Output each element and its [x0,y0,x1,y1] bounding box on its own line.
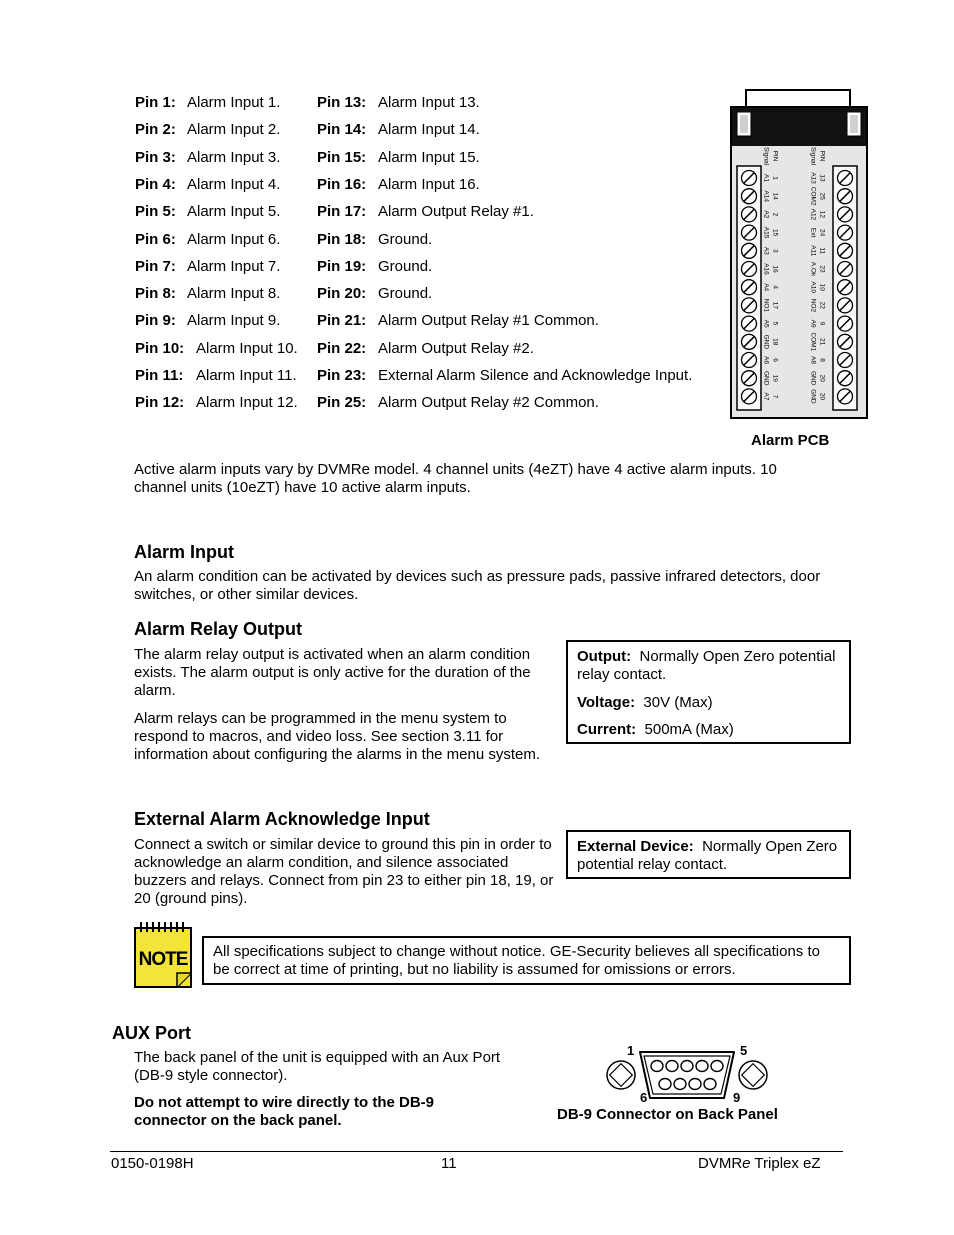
db9-caption: DB-9 Connector on Back Panel [557,1106,778,1123]
pin-row [135,367,297,385]
footer-product [698,1155,821,1172]
pin-label: Pin 3: [135,148,176,166]
spec-current [577,721,840,739]
pin-label: Pin 5: [135,203,176,221]
pcb-left-pin-number: 15 [771,228,779,237]
note-box [202,936,851,985]
spec-current-value: 500mA (Max) [644,721,734,738]
alarm-pcb-caption: Alarm PCB [751,432,830,449]
pin-label: Pin 15: [317,148,367,166]
pcb-left-pin-number: 18 [771,338,779,346]
pcb-right-signal-header: Signal [809,146,817,166]
pin-description: Alarm Input 4. [187,175,281,193]
ext-ack-text: Connect a switch or similar device to ground this pin in order to acknowledge an alarm condition, and silence associated buzzers and relays. Connect from pin 23 to either pin 18, 19, or 20 (ground pins). [134,836,554,907]
pin-description: Alarm Input 3. [187,148,281,166]
pin-row [317,148,480,167]
pin-label: Pin 18: [317,230,367,248]
db9-pin [674,1079,686,1090]
pcb-right-signal: NO2 [809,298,817,313]
pin-row [317,339,534,358]
db9-pin [696,1061,708,1072]
db9-pin-5-label: 5 [740,1043,748,1058]
pcb-left-pin-number: 1 [771,176,779,180]
pin-label: Pin 6: [135,230,176,248]
pcb-right-pin-number: 8 [818,358,826,362]
pcb-left-signal: A4 [762,283,770,292]
pcb-right-pin-number: 9 [818,321,826,326]
pcb-right-pin-number: 25 [818,192,826,200]
pin-label: Pin 20: [317,285,367,303]
pcb-right-pin-number: 13 [818,174,826,182]
pin-description: Alarm Input 14. [378,121,480,139]
pin-label: Pin 1: [135,94,176,111]
pin-row [317,257,433,276]
pcb-right-pin-number: 20 [818,392,826,401]
pin-row [135,339,298,358]
pin-description: Ground. [378,257,433,275]
pcb-right-signal: A11 [809,245,817,257]
pcb-left-pin-number: 6 [771,358,779,362]
pcb-left-signal: NO1 [762,298,770,313]
spec-voltage-value: 30V (Max) [643,694,713,711]
db9-pin [704,1079,716,1090]
note-icon [132,920,194,990]
note-text: All specifications subject to change without notice. GE-Security believes all specifications to be correct at time of printing, but no liability is assumed for omissions or errors. [213,943,820,978]
spec-output-value: Normally Open Zero potential relay contact. [577,648,836,683]
pcb-left-signal: A6 [762,356,770,364]
footer-product-a: DVMR [698,1155,743,1172]
alarm-input-heading: Alarm Input [134,542,235,562]
pcb-left-pin-number: 16 [771,265,779,273]
aux-text: The back panel of the unit is equipped with an Aux Port (DB-9 style connector). [134,1049,501,1084]
db9-connector [604,1042,770,1104]
footer-product-b: e [742,1155,751,1172]
pin-description: Ground. [378,285,433,303]
pin-description: Alarm Input 11. [196,367,297,384]
pin-description: Alarm Output Relay #1 Common. [378,312,599,330]
pin-label: Pin 19: [317,257,367,275]
db9-pin-1-label: 1 [627,1043,635,1058]
aux-warning: Do not attempt to wire directly to the DB-9 connector on the back panel. [134,1094,435,1129]
pcb-left-signal-header: Signal [762,146,770,166]
pin-label: Pin 22: [317,339,367,357]
pin-description: Alarm Input 8. [187,285,281,303]
pin-label: Pin 11: [135,367,184,384]
pcb-right-signal: GND [809,389,817,404]
pin-description: External Alarm Silence and Acknowledge Input. [378,367,693,384]
pin-row [135,394,298,412]
pin-row [317,394,599,412]
pcb-left-signal: A2 [762,210,770,219]
pcb-left-signal: A3 [762,246,770,255]
pcb-right-pin-number: 22 [818,301,826,310]
pin-row [317,175,480,194]
footer-doc-number: 0150-0198H [111,1155,194,1172]
pcb-right-signal: GND [809,370,817,386]
pcb-right-signal: A12 [809,208,817,221]
pin-description: Alarm Input 5. [187,203,281,221]
pcb-right-pin-number: 11 [818,247,826,255]
pcb-right-signal: A8 [809,356,817,364]
pin-label: Pin 21: [317,312,367,330]
alarm-pcb-figure [729,88,869,420]
pin-description: Alarm Output Relay #2 Common. [378,394,599,412]
pin-row [135,257,281,276]
db9-pin [666,1061,678,1072]
pcb-right-pin-header: PIN [818,150,826,162]
ext-device-label: External Device: [577,838,694,855]
pcb-left-pin-number: 3 [771,248,779,253]
pin-label: Pin 7: [135,257,176,275]
footer-page-number: 11 [441,1155,457,1172]
pin-description: Alarm Output Relay #1. [378,203,534,221]
alarm-pcb-diagram [729,88,869,420]
pin-row [317,230,433,249]
pcb-left-signal: A5 [762,319,770,328]
pin-description: Alarm Input 6. [187,230,281,248]
note-icon-text: NOTE [138,949,188,970]
pin-row [317,121,480,139]
active-inputs-text: Active alarm inputs vary by DVMRe model. 4 channel units (4eZT) have 4 active alarm inputs. 10 channel units (10eZT) have 10 active alarm inputs. [134,461,777,496]
pin-row [135,285,281,303]
pcb-left-pin-number: 7 [771,394,779,399]
pcb-left-signal: A16 [762,263,770,275]
pcb-right-pin-number: 21 [818,338,826,346]
db9-pin [659,1079,671,1090]
pin-row [135,94,281,112]
alarm-relay-heading: Alarm Relay Output [134,619,303,639]
alarm-input-text: An alarm condition can be activated by devices such as pressure pads, passive infrared detectors, door switches, or other similar devices. [134,568,821,603]
pcb-left-signal: A1 [762,174,770,182]
pcb-right-signal: A10 [809,281,817,293]
pcb-right-pin-number: 20 [818,374,826,382]
pin-row [317,94,480,112]
pcb-right-pin-number: 23 [818,265,826,273]
pcb-right-pin-number: 10 [818,283,826,291]
spec-voltage [577,694,840,712]
db9-pin [681,1061,693,1072]
pcb-right-signal: Ext [809,227,817,238]
pcb-left-signal: GND [762,334,770,350]
pin-description: Alarm Input 1. [187,94,281,111]
pin-label: Pin 16: [317,175,367,193]
pcb-left-pin-number: 14 [771,192,779,200]
db9-pin [711,1061,723,1072]
pin-description: Alarm Input 13. [378,94,480,111]
pin-description: Alarm Input 12. [196,394,298,412]
pin-row [135,203,281,221]
pin-description: Alarm Input 7. [187,257,281,275]
spec-output-label: Output: [577,648,632,665]
pcb-left-pin-number: 4 [771,285,779,290]
pin-row [135,148,281,167]
pin-row [135,312,281,330]
pcb-right-pin-number: 12 [818,210,826,219]
pin-description: Alarm Input 2. [187,121,281,139]
pcb-left-pin-number: 2 [771,212,779,217]
alarm-relay-para1: The alarm relay output is activated when an alarm condition exists. The alarm output is only active for the duration of the alarm. [134,646,531,699]
pin-label: Pin 13: [317,94,367,111]
footer-product-c: Triplex eZ [750,1155,821,1172]
pin-row [317,367,693,385]
pin-label: Pin 4: [135,175,176,193]
db9-pin [689,1079,701,1090]
pcb-right-pin-number: 24 [818,228,826,237]
pin-row [135,175,281,194]
spec-output [577,648,840,684]
pin-label: Pin 17: [317,203,367,221]
pcb-right-signal: A13 [809,172,817,184]
pcb-left-pin-header: PIN [771,150,779,162]
pin-label: Pin 25: [317,394,367,412]
pin-description: Alarm Input 10. [196,339,298,357]
pcb-right-signal: A9 [809,319,817,328]
pin-description: Ground. [378,230,433,248]
db9-pin-6-label: 6 [640,1090,648,1104]
pin-row [317,285,433,303]
pin-row [135,121,281,139]
pin-label: Pin 12: [135,394,185,412]
pcb-left-signal: GND [762,370,770,386]
pin-label: Pin 23: [317,367,367,384]
pcb-left-signal: A7 [762,392,770,401]
pin-description: Alarm Input 9. [187,312,281,330]
aux-heading: AUX Port [112,1023,192,1043]
pin-label: Pin 10: [135,339,185,357]
pcb-left-pin-number: 17 [771,301,779,310]
db9-pin-9-label: 9 [733,1090,741,1104]
pcb-right-signal: COM1 [809,332,817,352]
pin-row [317,312,599,330]
pcb-left-signal: A14 [762,190,770,202]
pin-description: Alarm Input 16. [378,175,480,193]
spec-voltage-label: Voltage: [577,694,636,711]
relay-spec-box [566,640,851,744]
db9-pin [651,1061,663,1072]
pcb-right-signal: COM2 [809,186,817,206]
ext-device-value: Normally Open Zero potential relay contact. [577,838,838,873]
ext-device-spec-box [566,830,851,879]
pcb-left-pin-number: 5 [771,321,779,326]
pin-label: Pin 8: [135,285,176,303]
pcb-left-pin-number: 19 [771,374,779,382]
pcb-left-signal: A15 [762,226,770,239]
ext-ack-heading: External Alarm Acknowledge Input [134,809,430,829]
pin-row [317,203,534,221]
pin-label: Pin 9: [135,312,176,330]
pin-label: Pin 2: [135,121,176,139]
pin-description: Alarm Output Relay #2. [378,339,534,357]
pin-label: Pin 14: [317,121,367,139]
pcb-right-signal: A.Ok [809,261,817,277]
pin-description: Alarm Input 15. [378,148,480,166]
footer-rule [110,1151,843,1152]
alarm-relay-para2: Alarm relays can be programmed in the menu system to respond to macros, and video loss. See section 3.11 for information about configuring the alarms in the menu system. [134,710,541,763]
pin-row [135,230,281,249]
spec-current-label: Current: [577,721,637,738]
